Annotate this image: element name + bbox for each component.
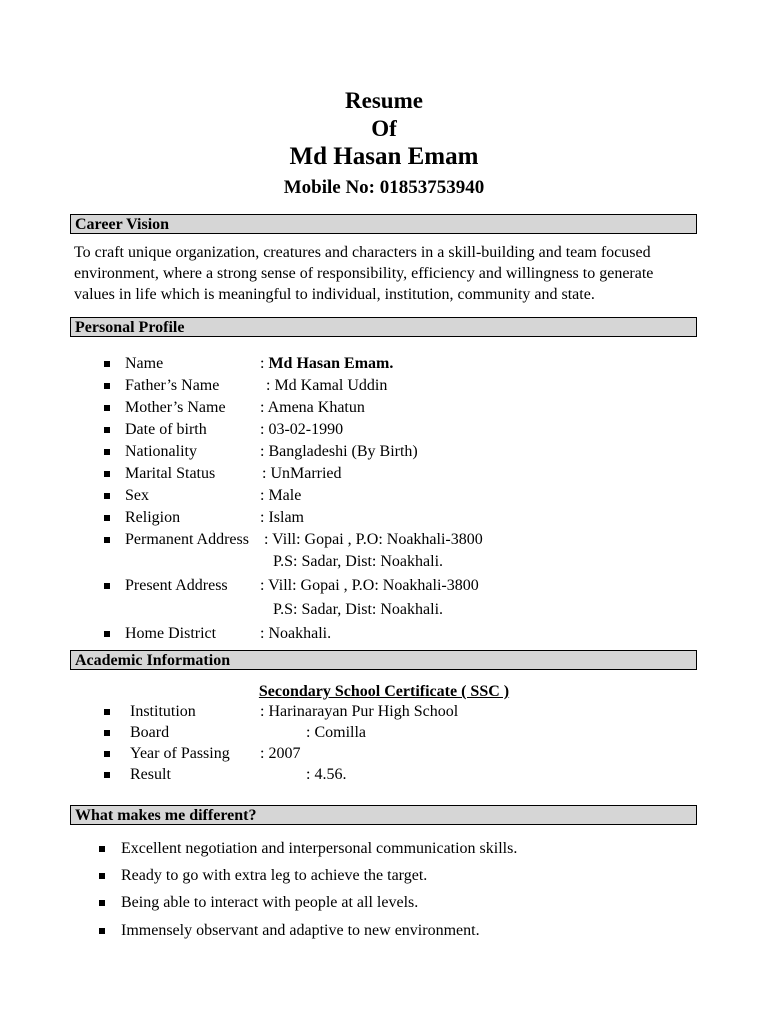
profile-value: : Male <box>260 487 302 504</box>
bullet-icon <box>104 730 110 736</box>
bullet-icon <box>104 772 110 778</box>
profile-value: : Bangladeshi (By Birth) <box>260 443 418 460</box>
profile-label: Mother’s Name <box>125 399 226 416</box>
bullet-icon <box>104 383 110 389</box>
different-item-text: Excellent negotiation and interpersonal communication skills. <box>121 840 518 857</box>
profile-value: : Md Kamal Uddin <box>266 377 388 394</box>
profile-value: : Amena Khatun <box>260 399 365 416</box>
academic-label: Result <box>130 766 171 783</box>
academic-info-heading: Academic Information <box>70 650 697 670</box>
bullet-icon <box>104 493 110 499</box>
academic-label: Institution <box>130 703 196 720</box>
academic-value: : Harinarayan Pur High School <box>260 703 459 720</box>
resume-title: Resume <box>345 88 423 113</box>
career-vision-line-1: To craft unique organization, creatures and characters in a skill-building and team focused <box>74 244 651 261</box>
different-item-text: Ready to go with extra leg to achieve the target. <box>121 867 428 884</box>
bullet-icon <box>104 427 110 433</box>
mobile-number: Mobile No: 01853753940 <box>283 177 485 198</box>
profile-label: Home District <box>125 625 217 642</box>
academic-value: : Comilla <box>306 724 366 741</box>
bullet-icon <box>104 751 110 757</box>
profile-value: : Vill: Gopai , P.O: Noakhali-3800 <box>260 577 479 594</box>
profile-label: Present Address <box>125 577 228 594</box>
profile-value-cont: P.S: Sadar, Dist: Noakhali. <box>273 601 444 618</box>
academic-label: Year of Passing <box>130 745 230 762</box>
profile-value: : UnMarried <box>262 465 342 482</box>
bullet-icon <box>104 471 110 477</box>
ssc-heading: Secondary School Certificate ( SSC ) <box>258 683 510 700</box>
profile-label: Nationality <box>125 443 197 460</box>
academic-value: : 4.56. <box>306 766 347 783</box>
bullet-icon <box>104 583 110 589</box>
profile-label: Date of birth <box>125 421 207 438</box>
career-vision-heading: Career Vision <box>70 214 697 234</box>
profile-label: Name <box>125 355 164 372</box>
different-item-text: Being able to interact with people at all levels. <box>121 894 419 911</box>
resume-of: Of <box>371 116 397 141</box>
bullet-icon <box>104 405 110 411</box>
bullet-icon <box>104 709 110 715</box>
different-item-text: Immensely observant and adaptive to new environment. <box>121 922 480 939</box>
profile-value: : Md Hasan Emam. <box>260 355 394 372</box>
profile-label: Sex <box>125 487 149 504</box>
career-vision-line-3: values in life which is meaningful to individual, institution, community and state. <box>74 286 595 303</box>
career-vision-line-2: environment, where a strong sense of responsibility, efficiency and willingness to generate <box>74 265 654 282</box>
profile-label: Religion <box>125 509 181 526</box>
bullet-icon <box>99 928 105 934</box>
what-makes-me-different-heading: What makes me different? <box>70 805 697 825</box>
bullet-icon <box>104 537 110 543</box>
bullet-icon <box>104 515 110 521</box>
bullet-icon <box>99 846 105 852</box>
profile-value-cont: P.S: Sadar, Dist: Noakhali. <box>273 553 444 570</box>
bullet-icon <box>99 873 105 879</box>
bullet-icon <box>104 449 110 455</box>
profile-value-bold: Md Hasan Emam. <box>268 355 394 372</box>
profile-value: : Noakhali. <box>260 625 332 642</box>
candidate-name: Md Hasan Emam <box>289 143 479 170</box>
bullet-icon <box>99 900 105 906</box>
bullet-icon <box>104 361 110 367</box>
profile-value: : 03-02-1990 <box>260 421 344 438</box>
academic-value: : 2007 <box>260 745 301 762</box>
bullet-icon <box>104 631 110 637</box>
profile-label: Father’s Name <box>125 377 220 394</box>
personal-profile-heading: Personal Profile <box>70 317 697 337</box>
profile-label: Marital Status <box>125 465 216 482</box>
profile-label: Permanent Address <box>125 531 249 548</box>
profile-value: : Vill: Gopai , P.O: Noakhali-3800 <box>264 531 483 548</box>
academic-label: Board <box>130 724 170 741</box>
profile-value: : Islam <box>260 509 304 526</box>
